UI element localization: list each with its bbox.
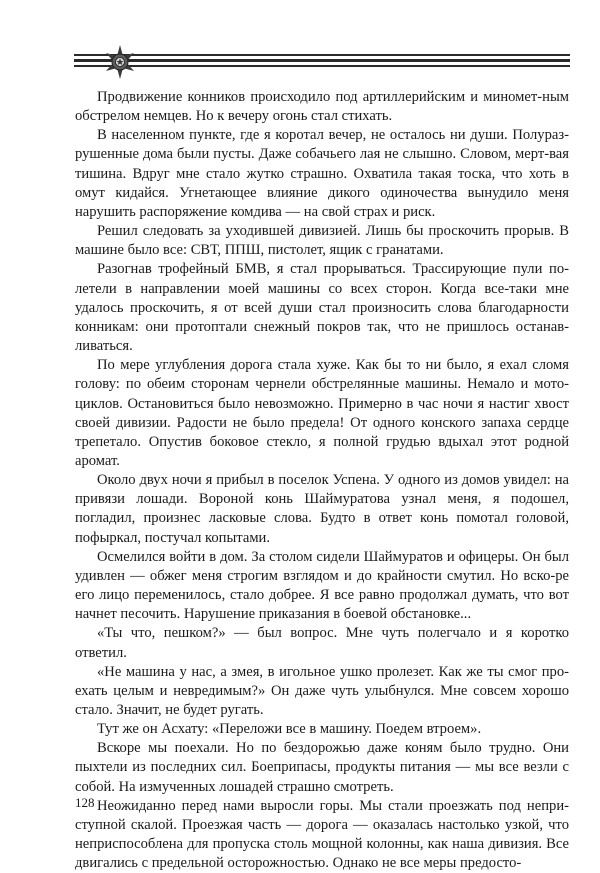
body-text: [75, 88, 569, 873]
order-star-icon: [102, 44, 138, 80]
paragraph: «Не машина у нас, а змея, в игольное ушко пролезет. Как же ты смог про-ехать целым и невредимым?» Он даже чуть улыбнулся. Мне совсем хорошо стало. Значит, не будет ругать.: [75, 663, 569, 718]
paragraph: Осмелился войти в дом. За столом сидели Шаймуратов и офицеры. Он был удивлен — обжег меня строгим взглядом и до крайности смутил. Но вско-ре его лицо переменилось, стало добрее. Я все равно продолжал думать, что вот начнет песочить. Нарушение приказания в боевой обстановке...: [75, 548, 569, 623]
page-number: 128: [75, 795, 95, 810]
header-rule-top: [74, 54, 570, 56]
paragraph: По мере углубления дорога стала хуже. Как бы то ни было, я ехал сломя голову: по обеим сторонам чернели обстрелянные машины. Немало и мото-циклов. Остановиться было невозможно. Примерно в час ночи я настиг хвост своей дивизии. Радости не было предела! От одного конского запаха сердце трепетало. Опустив боковое стекло, я полной грудью вдыхал этот родной аромат.: [75, 357, 569, 469]
paragraph: Тут же он Асхату: «Переложи все в машину. Поедем втроем».: [97, 721, 482, 738]
paragraph: В населенном пункте, где я коротал вечер, не осталось ни души. Полураз-рушенные дома были пусты. Даже собачьего лая не слышно. Словом, мерт-вая тишина. Вдруг мне стало жутко страшно. Охватила такая тоска, что хоть в омут кидайся. Угнетающее влияние дикого одиночества вынудило меня нарушить распоряжение комдива — на свой страх и риск.: [75, 127, 569, 220]
paragraph: Продвижение конников происходило под артиллерийским и миномет-ным обстрелом немцев. Но к вечеру огонь стал стихать.: [75, 89, 569, 125]
paragraph: Разогнав трофейный БМВ, я стал прорываться. Трассирующие пули по-летели в направлении моей машины со всех сторон. Когда все-таки мне удалось проскочить, я от всей души стал произносить слова благодарности конникам: они протоптали снежный покров так, что не пришлось останав-ливаться.: [75, 261, 569, 355]
paragraph: «Ты что, пешком?» — был вопрос. Мне чуть полегчало и я коротко ответил.: [75, 625, 569, 661]
header-rule-middle: [74, 59, 570, 62]
paragraph: Вскоре мы поехали. Но по бездорожью даже коням было трудно. Они пыхтели из последних сил. Боеприпасы, продукты питания — мы все везли с собой. На измученных лошадей страшно смотреть.: [75, 740, 569, 795]
paragraph: Около двух ночи я прибыл в поселок Успена. У одного из домов увидел: на привязи лошади. Вороной конь Шаймуратова узнал меня, я подошел, погладил, произнес ласковые слова. Будто в ответ конь помотал головой, пофыркал, постучал копытами.: [75, 472, 569, 546]
header-rule-bottom: [74, 65, 570, 67]
paragraph: Решил следовать за уходившей дивизией. Лишь бы проскочить прорыв. В машине было все: СВТ, ППШ, пистолет, ящик с гранатами.: [75, 223, 569, 259]
paragraph: Неожиданно перед нами выросли горы. Мы стали проезжать под непри-ступной скалой. Проезжая часть — дорога — оказалась настолько узкой, что неприспособлена для пропуска столь мощной колонны, как наша дивизия. Все двигались с предельной осторожностью. Однако не все меры предосто-: [75, 797, 569, 872]
page-header-ornament: [74, 44, 570, 78]
